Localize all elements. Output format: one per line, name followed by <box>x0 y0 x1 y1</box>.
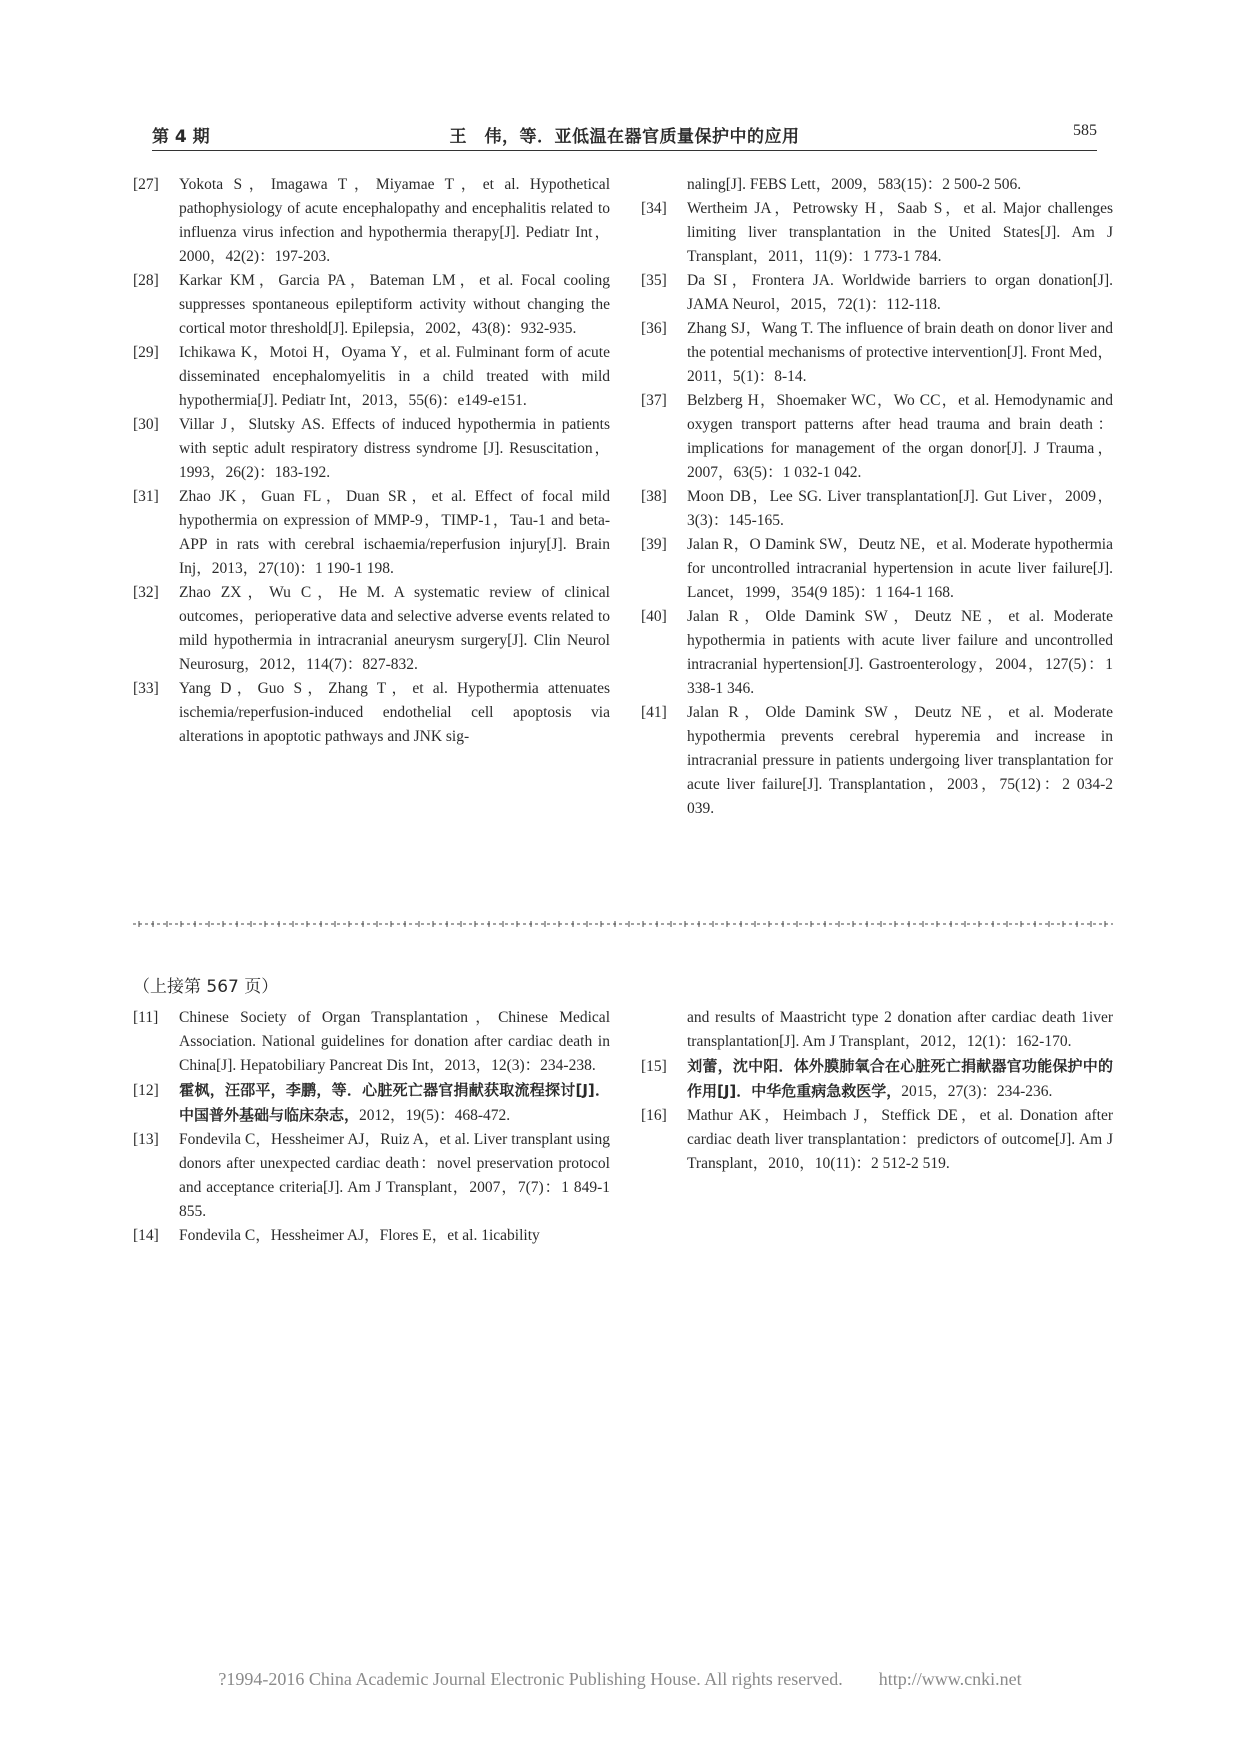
reference-text: Da SI，Frontera JA. Worldwide barriers to organ donation[J]. JAMA Neurol，2015，72(1)：112-118. <box>687 272 1113 313</box>
references-left-column-2 <box>133 1006 610 1248</box>
reference-item <box>133 485 610 581</box>
reference-text: Fondevila C，Hessheimer AJ，Flores E，et al. 1icability <box>179 1227 540 1244</box>
reference-number: [30] <box>133 416 159 433</box>
reference-text: Zhao JK，Guan FL，Duan SR，et al. Effect of focal mild hypothermia on expression of MMP-9，TIMP-1，Tau-1 and beta-APP in rats with cerebral ischaemia/reperfusion injury[J]. Brain Inj，2013，27(10)：1 190-1 198. <box>179 488 610 577</box>
reference-item <box>133 581 610 677</box>
reference-text: Fondevila C，Hessheimer AJ，Ruiz A，et al. Liver transplant using donors after unexpected cardiac death：novel preservation protocol and acceptance criteria[J]. Am J Transplant，2007，7(7)：1 849-1 855. <box>179 1131 610 1220</box>
reference-text: Mathur AK，Heimbach J，Steffick DE，et al. Donation after cardiac death liver transplantation：predictors of outcome[J]. Am J Transplant，2010，10(11)：2 512-2 519. <box>687 1107 1113 1172</box>
reference-text: Jalan R，O Damink SW，Deutz NE，et al. Moderate hypothermia for uncontrolled intracranial hypertension in acute liver failure[J]. Lancet，1999，354(9 185)：1 164-1 168. <box>687 536 1113 601</box>
reference-item <box>133 413 610 485</box>
reference-number: [15] <box>641 1058 667 1075</box>
reference-item <box>641 485 1113 533</box>
reference-number: [29] <box>133 344 159 361</box>
page-number: 585 <box>1073 122 1097 139</box>
issue-number: 第 4 期 <box>152 127 210 147</box>
reference-number: [31] <box>133 488 159 505</box>
reference-item <box>133 269 610 341</box>
reference-number: [39] <box>641 536 667 553</box>
reference-text: Karkar KM，Garcia PA，Bateman LM，et al. Focal cooling suppresses spontaneous epileptiform activity without changing the cortical motor threshold[J]. Epilepsia，2002，43(8)：932-935. <box>179 272 610 337</box>
reference-number: [41] <box>641 704 667 721</box>
reference-number: [32] <box>133 584 159 601</box>
reference-text: Villar J，Slutsky AS. Effects of induced hypothermia in patients with septic adult respiratory distress syndrome [J]. Resuscitation，1993，26(2)：183-192. <box>179 416 610 481</box>
reference-text-chinese: 霍枫，汪邵平，李鹏，等．心脏死亡器官捐献获取流程探讨[J]．中国普外基础与临床杂志， <box>179 1081 610 1124</box>
reference-number: [28] <box>133 272 159 289</box>
reference-number: [27] <box>133 176 159 193</box>
running-title: 王 伟，等．亚低温在器官质量保护中的应用 <box>449 127 800 147</box>
references-right-column-2 <box>641 1006 1113 1176</box>
copyright-footer: ?1994-2016 China Academic Journal Electronic Publishing House. All rights reserved. http://www.cnki.net <box>218 1669 1022 1689</box>
reference-item <box>133 173 610 269</box>
reference-number: [16] <box>641 1107 667 1124</box>
reference-text: Zhao ZX，Wu C，He M. A systematic review of clinical outcomes，perioperative data and selective adverse events related to mild hypothermia in intracranial aneurysm surgery[J]. Clin Neurol Neurosurg，2012，114(7)：827-832. <box>179 584 610 673</box>
reference-text: Jalan R，Olde Damink SW，Deutz NE，et al. Moderate hypothermia in patients with acute liver failure and uncontrolled intracranial hypertension[J]. Gastroenterology，2004，127(5)：1 338-1 346. <box>687 608 1113 697</box>
references-right-column <box>641 173 1113 821</box>
reference-item <box>133 677 610 749</box>
reference-number: [12] <box>133 1082 159 1099</box>
reference-item <box>133 1128 610 1224</box>
reference-text: Yang D，Guo S，Zhang T，et al. Hypothermia attenuates ischemia/reperfusion-induced endothelial cell apoptosis via alterations in apoptotic pathways and JNK sig- <box>179 680 610 745</box>
references-left-column <box>133 173 610 749</box>
reference-number: [11] <box>133 1009 159 1026</box>
reference-text: Moon DB，Lee SG. Liver transplantation[J]. Gut Liver，2009，3(3)：145-165. <box>687 488 1113 529</box>
reference-item <box>641 197 1113 269</box>
reference-item <box>641 1104 1113 1176</box>
reference-text: 2015，27(3)：234-236. <box>901 1083 1053 1100</box>
reference-continuation: and results of Maastricht type 2 donation after cardiac death 1iver transplantation[J]. Am J Transplant，2012，12(1)：162-170. <box>687 1009 1113 1050</box>
reference-number: [13] <box>133 1131 159 1148</box>
reference-item <box>133 1224 610 1248</box>
reference-number: [38] <box>641 488 667 505</box>
reference-item <box>641 317 1113 389</box>
reference-item <box>641 269 1113 317</box>
reference-item <box>641 701 1113 821</box>
reference-number: [40] <box>641 608 667 625</box>
reference-number: [36] <box>641 320 667 337</box>
section-divider <box>133 920 1113 928</box>
reference-item <box>641 533 1113 605</box>
reference-continuation: naling[J]. FEBS Lett，2009，583(15)：2 500-2 506. <box>687 176 1022 193</box>
reference-number: [34] <box>641 200 667 217</box>
reference-item <box>641 1054 1113 1104</box>
reference-number: [37] <box>641 392 667 409</box>
reference-text: Yokota S，Imagawa T，Miyamae T，et al. Hypothetical pathophysiology of acute encephalopathy and encephalitis related to influenza virus infection and hypothermia therapy[J]. Pediatr Int，2000，42(2)：197-203. <box>179 176 610 265</box>
reference-item <box>641 605 1113 701</box>
reference-text: Ichikawa K，Motoi H，Oyama Y，et al. Fulminant form of acute disseminated encephalomyelitis in a child treated with mild hypothermia[J]. Pediatr Int，2013，55(6)：e149-e151. <box>179 344 610 409</box>
reference-text: 2012，19(5)：468-472. <box>359 1107 511 1124</box>
reference-item <box>133 341 610 413</box>
reference-text: Zhang SJ，Wang T. The influence of brain death on donor liver and the potential mechanisms of protective intervention[J]. Front Med，2011，5(1)：8-14. <box>687 320 1113 385</box>
reference-text: Jalan R，Olde Damink SW，Deutz NE，et al. Moderate hypothermia prevents cerebral hyperemia and increase in intracranial pressure in patients undergoing liver transplantation for acute liver failure[J]. Transplantation，2003，75(12)：2 034-2 039. <box>687 704 1113 817</box>
reference-number: [33] <box>133 680 159 697</box>
continued-from-note: （上接第 567 页） <box>133 977 279 997</box>
reference-number: [14] <box>133 1227 159 1244</box>
reference-item <box>133 1006 610 1078</box>
reference-text-chinese: 刘蕾，沈中阳．体外膜肺氧合在心脏死亡捐献器官功能保护中的作用[J]．中华危重病急救医学， <box>687 1057 1113 1100</box>
reference-number: [35] <box>641 272 667 289</box>
reference-text: Chinese Society of Organ Transplantation，Chinese Medical Association. National guidelines for donation after cardiac death in China[J]. Hepatobiliary Pancreat Dis Int，2013，12(3)：234-238. <box>179 1009 610 1074</box>
reference-text: Belzberg H，Shoemaker WC，Wo CC，et al. Hemodynamic and oxygen transport patterns after head trauma and brain death：implications for management of the organ donor[J]. J Trauma，2007，63(5)：1 032-1 042. <box>687 392 1113 481</box>
reference-item <box>641 389 1113 485</box>
reference-text: Wertheim JA，Petrowsky H，Saab S，et al. Major challenges limiting liver transplantation in the United States[J]. Am J Transplant，2011，11(9)：1 773-1 784. <box>687 200 1113 265</box>
reference-item <box>133 1078 610 1128</box>
running-header <box>152 118 1097 151</box>
